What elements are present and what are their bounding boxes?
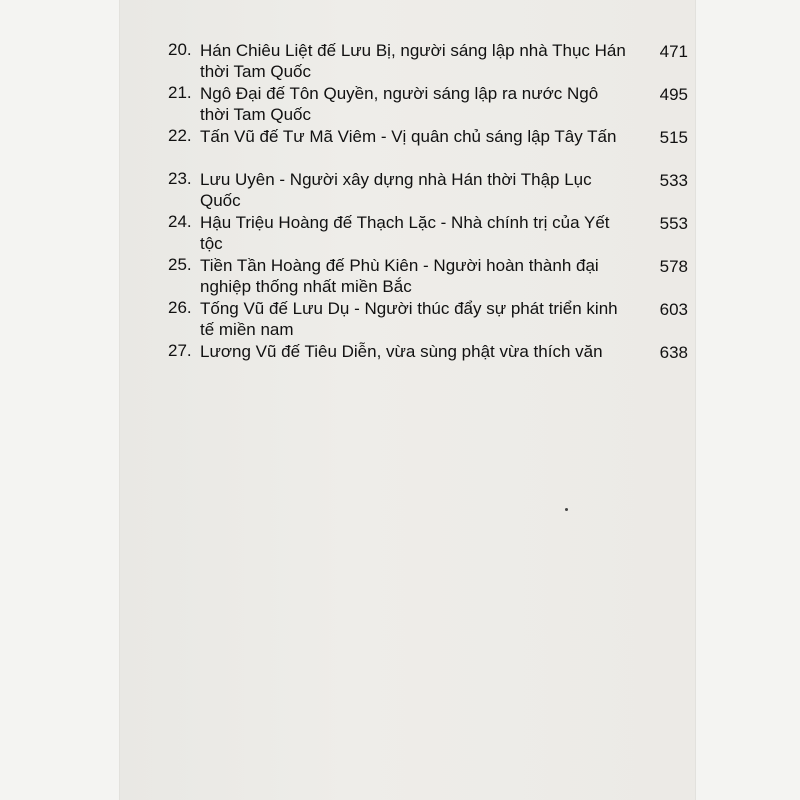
entry-title: Tiền Tần Hoàng đế Phù Kiên - Người hoàn thành đại nghiệp thống nhất miền Bắc	[200, 256, 599, 296]
toc-entry-21	[168, 83, 688, 126]
toc-entry-22	[168, 126, 688, 169]
ink-speck	[565, 508, 568, 511]
entry-page: 533	[659, 171, 688, 190]
entry-number: 24.	[168, 212, 192, 231]
entry-title: Ngô Đại đế Tôn Quyền, người sáng lập ra nước Ngô thời Tam Quốc	[200, 84, 599, 124]
entry-page: 515	[659, 128, 688, 147]
entry-title: Hậu Triệu Hoàng đế Thạch Lặc - Nhà chính trị của Yết tộc	[200, 213, 610, 253]
entry-page: 553	[659, 214, 688, 233]
entry-number: 21.	[168, 83, 192, 102]
table-of-contents	[168, 40, 688, 384]
toc-entry-20	[168, 40, 688, 83]
entry-title: Lưu Uyên - Người xây dựng nhà Hán thời Thập Lục Quốc	[200, 170, 592, 210]
entry-number: 20.	[168, 40, 192, 59]
entry-number: 22.	[168, 126, 192, 145]
entry-page: 638	[659, 343, 688, 362]
toc-entry-23	[168, 169, 688, 212]
entry-number: 27.	[168, 341, 192, 360]
toc-entry-27	[168, 341, 688, 384]
entry-title: Tống Vũ đế Lưu Dụ - Người thúc đẩy sự phát triển kinh tế miền nam	[200, 299, 618, 339]
entry-title: Lương Vũ đế Tiêu Diễn, vừa sùng phật vừa thích văn	[200, 342, 603, 361]
toc-entry-26	[168, 298, 688, 341]
toc-entry-25	[168, 255, 688, 298]
entry-title: Hán Chiêu Liệt đế Lưu Bị, người sáng lập nhà Thục Hán thời Tam Quốc	[200, 41, 626, 81]
entry-number: 26.	[168, 298, 192, 317]
toc-entry-24	[168, 212, 688, 255]
entry-page: 495	[659, 85, 688, 104]
entry-title: Tấn Vũ đế Tư Mã Viêm - Vị quân chủ sáng lập Tây Tấn	[200, 127, 617, 146]
entry-page: 603	[659, 300, 688, 319]
entry-page: 578	[659, 257, 688, 276]
entry-number: 23.	[168, 169, 192, 188]
entry-number: 25.	[168, 255, 192, 274]
entry-page: 471	[659, 42, 688, 61]
